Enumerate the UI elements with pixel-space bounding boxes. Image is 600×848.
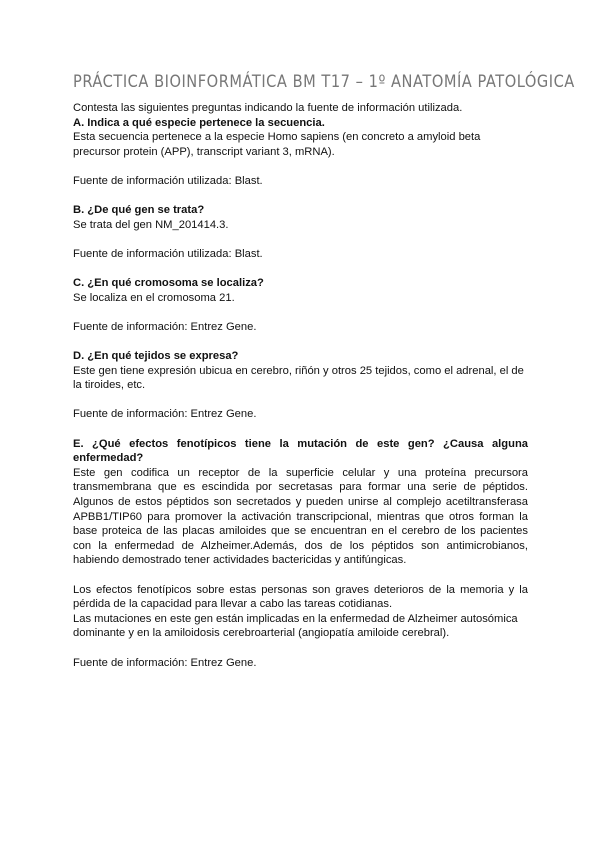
question-a-answer: Esta secuencia pertenece a la especie Homo sapiens (en concreto a amyloid beta precursor protein (APP), transcript variant 3, mRNA). xyxy=(73,131,481,158)
question-e-answer-effects: Los efectos fenotípicos sobre estas personas son graves deterioros de la memoria y la pérdida de la capacidad para llevar a cabo las tareas cotidianas. xyxy=(73,583,528,611)
question-d-source: Fuente de información: Entrez Gene. xyxy=(73,408,257,421)
question-e-answer: Este gen codifica un receptor de la superficie celular y una proteína precursora transmembrana que es escindida por secretasas para formar una serie de péptidos. Algunos de estos péptidos son secretados y pueden unirse al complejo acetiltransferasa APBB1/TIP60 para promover la activación transcripcional, mientras que otros forman la base proteica de las placas amiloides que se encuentran en el cerebro de los pacientes con la enfermedad de Alzheimer.Además, dos de los péptidos son antimicrobianos, habiendo demostrado tener actividades bactericidas y antifúngicas. xyxy=(73,466,528,567)
question-e-source: Fuente de información: Entrez Gene. xyxy=(73,656,257,669)
question-b-heading: B. ¿De qué gen se trata? xyxy=(73,204,205,217)
question-a-heading: A. Indica a qué especie pertenece la secuencia. xyxy=(73,116,325,129)
question-b-answer: Se trata del gen NM_201414.3. xyxy=(73,218,229,231)
question-d-answer: Este gen tiene expresión ubicua en cerebro, riñón y otros 25 tejidos, como el adrenal, el de la tiroides, etc. xyxy=(73,364,524,392)
document-body xyxy=(73,101,528,670)
question-e-answer-mutations: Las mutaciones en este gen están implicadas en la enfermedad de Alzheimer autosómica dominante y en la amiloidosis cerebroarterial (angiopatía amiloide cerebral). xyxy=(73,612,518,640)
question-c-source: Fuente de información: Entrez Gene. xyxy=(73,320,257,333)
question-d-heading: D. ¿En qué tejidos se expresa? xyxy=(73,350,239,363)
intro-text: Contesta las siguientes preguntas indicando la fuente de información utilizada. xyxy=(73,102,463,114)
question-a-source: Fuente de información utilizada: Blast. xyxy=(73,174,263,187)
question-c-answer: Se localiza en el cromosoma 21. xyxy=(73,291,235,304)
question-b-source: Fuente de información utilizada: Blast. xyxy=(73,247,263,260)
question-c-heading: C. ¿En qué cromosoma se localiza? xyxy=(73,277,264,290)
page-title: PRÁCTICA BIOINFORMÁTICA BM T17 – 1º ANATOMÍA PATOLÓGICA xyxy=(73,72,575,92)
question-e-heading: E. ¿Qué efectos fenotípicos tiene la mutación de este gen? ¿Causa alguna enfermedad? xyxy=(73,437,528,465)
